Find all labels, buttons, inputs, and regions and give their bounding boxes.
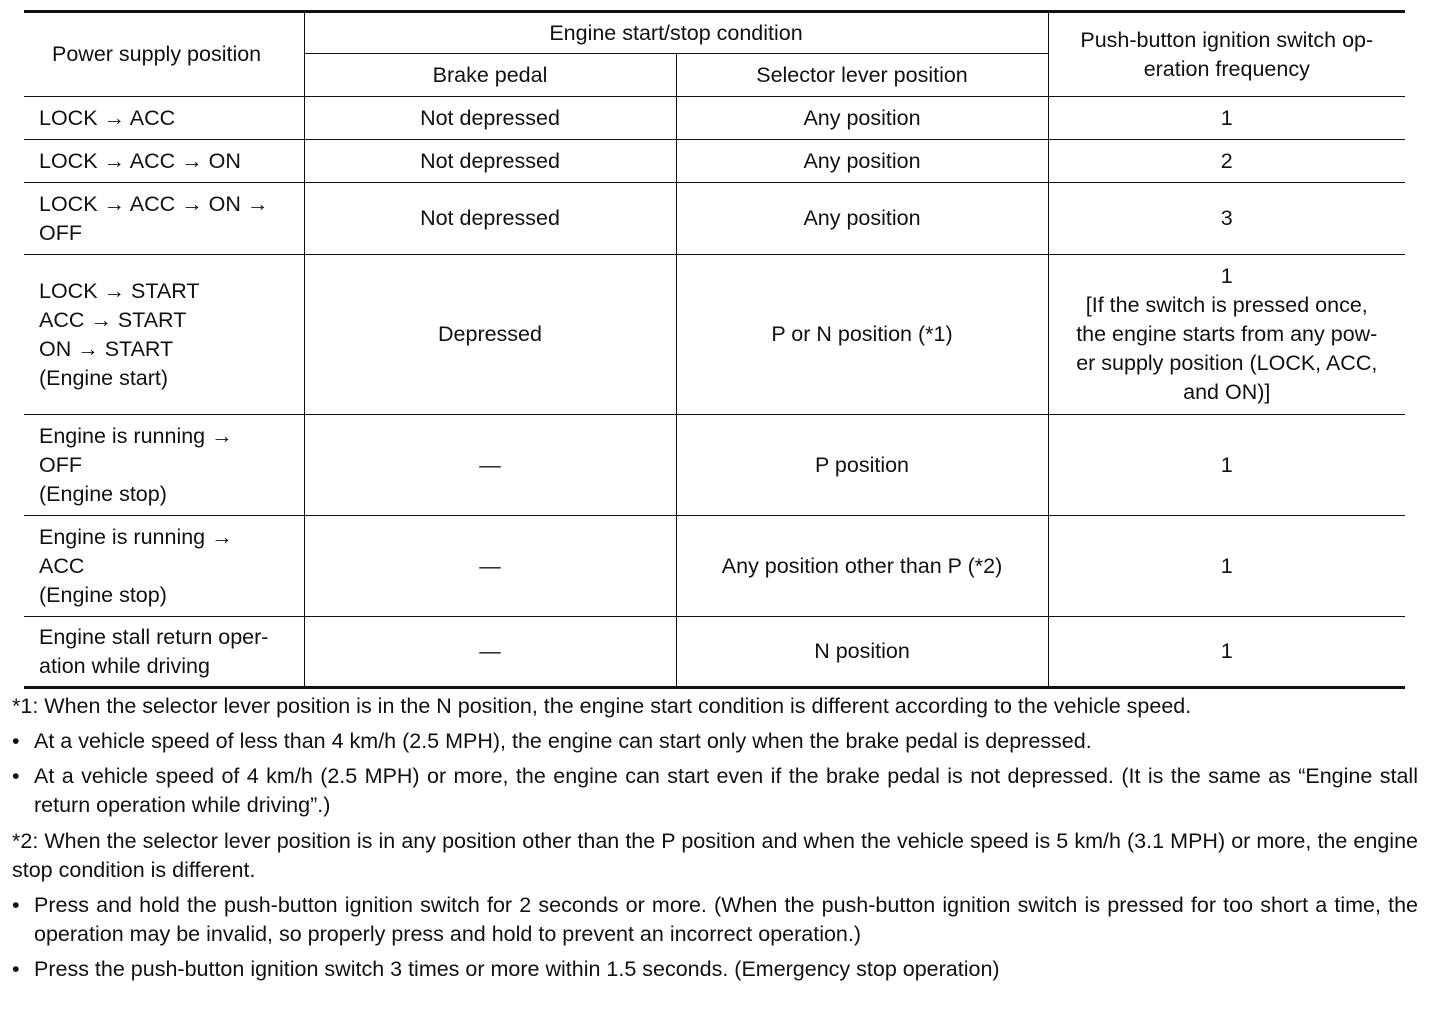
- table-row: [24, 183, 1405, 255]
- footnote-1-bullet: [12, 762, 1418, 820]
- table-row: [24, 97, 1405, 140]
- header-power-supply: Power supply position: [24, 12, 304, 97]
- header-condition-group: Engine start/stop condition: [304, 12, 1048, 54]
- table-row: [24, 415, 1405, 516]
- cell-brake: Not depressed: [304, 183, 676, 255]
- cell-brake: Not depressed: [304, 140, 676, 183]
- table-row: [24, 140, 1405, 183]
- cell-frequency: 1: [1048, 516, 1405, 617]
- cell-position: LOCK → ACC → ON → OFF: [24, 183, 304, 255]
- cell-frequency: 2: [1048, 140, 1405, 183]
- footnote-1: *1: When the selector lever position is in the N position, the engine start condition is different according to the vehicle speed.: [12, 694, 1192, 718]
- footnotes: [12, 692, 1418, 984]
- ignition-condition-table: [24, 10, 1405, 689]
- cell-brake: —: [304, 415, 676, 516]
- bullet-icon: •: [12, 764, 20, 788]
- cell-position: LOCK → START ACC → START ON → START (Engine start): [24, 255, 304, 415]
- cell-frequency: 1 [If the switch is pressed once, the engine starts from any pow- er supply position (LOCK, ACC, and ON)]: [1048, 255, 1405, 415]
- bullet-text: Press and hold the push-button ignition switch for 2 seconds or more. (When the push-button ignition switch is pressed for too short a time, the operation may be invalid, so properly press and hold to prevent an incorrect operation.): [34, 893, 1418, 946]
- header-frequency: Push-button ignition switch op- eration frequency: [1048, 12, 1405, 97]
- cell-position: LOCK → ACC → ON: [24, 140, 304, 183]
- cell-frequency: 1: [1048, 97, 1405, 140]
- cell-brake: —: [304, 516, 676, 617]
- header-brake-pedal: Brake pedal: [304, 54, 676, 97]
- footnote-2-bullet: [12, 891, 1418, 949]
- table-row: [24, 516, 1405, 617]
- cell-brake: Depressed: [304, 255, 676, 415]
- bullet-icon: •: [12, 729, 20, 753]
- bullet-text: At a vehicle speed of 4 km/h (2.5 MPH) or more, the engine can start even if the brake pedal is not depressed. (It is the same as “Engine stall return operation while driving”.): [34, 764, 1418, 817]
- cell-position: LOCK → ACC: [24, 97, 304, 140]
- cell-selector: N position: [676, 617, 1048, 688]
- table-row: [24, 617, 1405, 688]
- cell-frequency: 1: [1048, 617, 1405, 688]
- bullet-icon: •: [12, 957, 20, 981]
- cell-selector: P position: [676, 415, 1048, 516]
- cell-brake: —: [304, 617, 676, 688]
- cell-position: Engine stall return oper- ation while driving: [24, 617, 304, 688]
- cell-position: Engine is running → ACC (Engine stop): [24, 516, 304, 617]
- cell-selector: Any position: [676, 97, 1048, 140]
- cell-selector: Any position other than P (*2): [676, 516, 1048, 617]
- cell-selector: Any position: [676, 140, 1048, 183]
- bullet-text: Press the push-button ignition switch 3 times or more within 1.5 seconds. (Emergency stop operation): [34, 957, 1000, 981]
- cell-frequency: 3: [1048, 183, 1405, 255]
- footnote-1-bullet: [12, 727, 1418, 756]
- cell-brake: Not depressed: [304, 97, 676, 140]
- cell-frequency: 1: [1048, 415, 1405, 516]
- cell-position: Engine is running → OFF (Engine stop): [24, 415, 304, 516]
- footnote-2-bullet: [12, 955, 1418, 984]
- bullet-text: At a vehicle speed of less than 4 km/h (2.5 MPH), the engine can start only when the brake pedal is depressed.: [34, 729, 1092, 753]
- bullet-icon: •: [12, 893, 20, 917]
- cell-selector: Any position: [676, 183, 1048, 255]
- footnote-2: *2: When the selector lever position is in any position other than the P position and when the vehicle speed is 5 km/h (3.1 MPH) or more, the engine stop condition is different.: [12, 829, 1418, 882]
- header-selector-lever: Selector lever position: [676, 54, 1048, 97]
- cell-selector: P or N position (*1): [676, 255, 1048, 415]
- table-row: [24, 255, 1405, 415]
